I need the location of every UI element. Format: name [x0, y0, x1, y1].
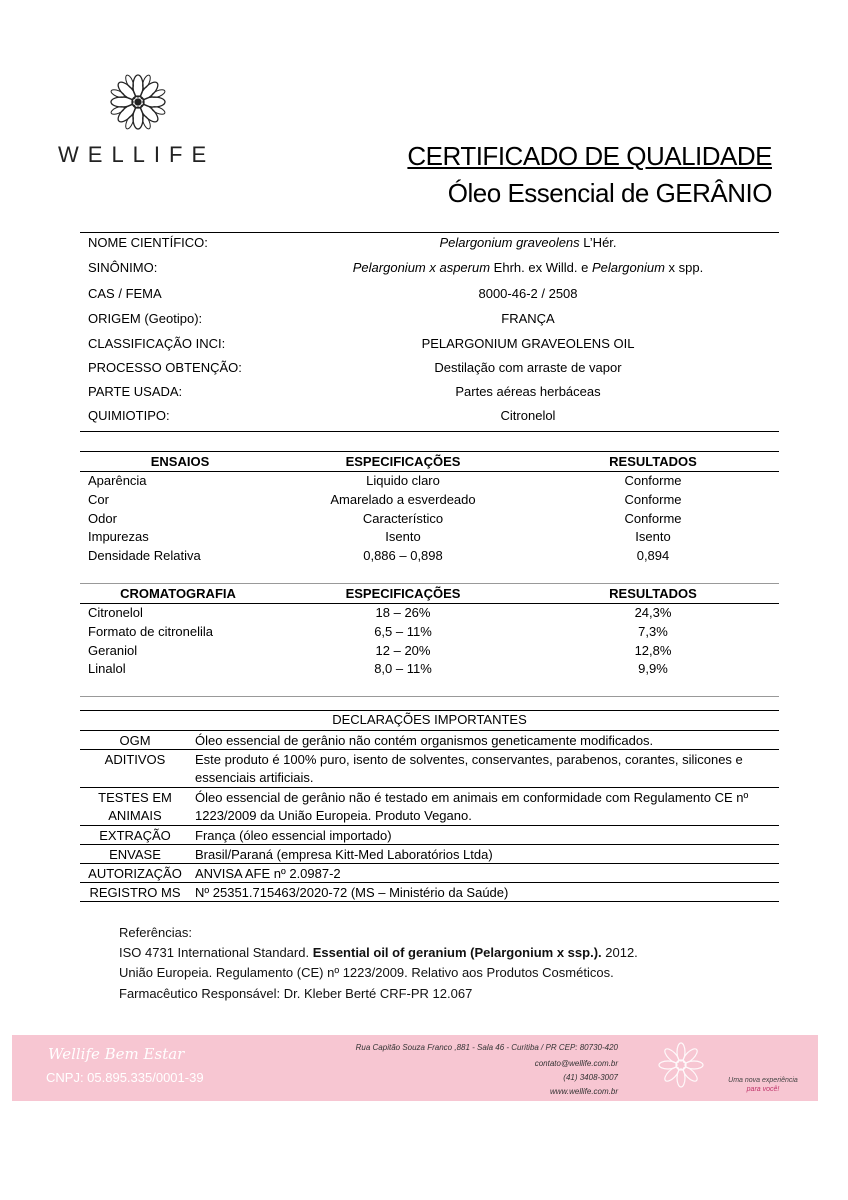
footer-website: www.wellife.com.br [549, 1087, 618, 1096]
info-value: Partes aéreas herbáceas [455, 384, 601, 399]
info-row-synonym [88, 260, 778, 284]
assays-header-rule [80, 471, 779, 472]
chroma-bottom-rule [80, 696, 779, 697]
footer-cnpj: CNPJ: 05.895.335/0001-39 [46, 1070, 204, 1085]
info-label: PROCESSO OBTENÇÃO: [88, 360, 242, 375]
declarations-title: DECLARAÇÕES IMPORTANTES [332, 712, 527, 727]
chroma-header-specs: ESPECIFICAÇÕES [345, 586, 461, 601]
table-row: Citronelol 18 – 26% 24,3% [88, 605, 672, 620]
info-value: 8000-46-2 / 2508 [478, 286, 578, 301]
table-row: Odor Característico Conforme [88, 511, 682, 526]
table-row: Formato de citronelila 6,5 – 11% 7,3% [88, 624, 668, 639]
footer-company-name: Wellife Bem Estar [48, 1045, 185, 1063]
declaration-row-additives: ADITIVOS Este produto é 100% puro, isento de solventes, conservantes, parabenos, corantes, silicones e essenciais artificiais. [80, 750, 779, 788]
footer-tagline-accent: para você! [746, 1086, 780, 1093]
info-row-inci [88, 336, 778, 360]
chroma-header-compound: CROMATOGRAFIA [120, 586, 236, 601]
table-row: Impurezas Isento Isento [88, 529, 671, 544]
info-label: CLASSIFICAÇÃO INCI: [88, 336, 226, 351]
declaration-row-extraction: EXTRAÇÃO França (óleo essencial importado) [80, 826, 779, 845]
info-row-part-used [88, 384, 778, 408]
footer-address: Rua Capitão Souza Franco ,881 - Sala 46 - Curitiba / PR CEP: 80730-420 [355, 1043, 618, 1052]
table-row: Aparência Liquido claro Conforme [88, 473, 682, 488]
assays-header-specs: ESPECIFICAÇÕES [345, 454, 461, 469]
declaration-row-ogm: OGM Óleo essencial de gerânio não contém organismos geneticamente modificados. [80, 731, 779, 750]
info-row-cas [88, 286, 778, 310]
declaration-row-authorization: AUTORIZAÇÃO ANVISA AFE nº 2.0987-2 [80, 864, 779, 883]
footer-email: contato@wellife.com.br [534, 1059, 618, 1068]
info-row-scientific-name [88, 235, 778, 259]
info-value: Destilação com arraste de vapor [434, 360, 622, 375]
info-value: PELARGONIUM GRAVEOLENS OIL [421, 336, 635, 351]
assays-header-results: RESULTADOS [609, 454, 697, 469]
info-label: NOME CIENTÍFICO: [88, 235, 208, 250]
assays-header-tests: ENSAIOS [150, 454, 210, 469]
info-value: FRANÇA [501, 311, 555, 326]
reference-iso: ISO 4731 International Standard. Essential oil of geranium (Pelargonium x ssp.). 2012. [119, 945, 638, 960]
info-value: Citronelol [500, 408, 556, 423]
info-label: QUIMIOTIPO: [88, 408, 170, 423]
responsible-pharmacist: Farmacêutico Responsável: Dr. Kleber Berté CRF-PR 12.067 [119, 986, 473, 1001]
declaration-row-animal-testing: TESTES EM ANIMAIS Óleo essencial de gerânio não é testado em animais em conformidade com Regulamento CE nº 1223/2009 da União Europeia. Produto Vegano. [80, 788, 779, 826]
declarations-top-rule [80, 710, 779, 711]
footer-phone: (41) 3408-3007 [563, 1073, 618, 1082]
chroma-header-results: RESULTADOS [609, 586, 697, 601]
table-row: Densidade Relativa 0,886 – 0,898 0,894 [88, 548, 670, 563]
info-label: CAS / FEMA [88, 286, 162, 301]
table-row: Cor Amarelado a esverdeado Conforme [88, 492, 682, 507]
chroma-header-rule [80, 603, 779, 604]
info-label: PARTE USADA: [88, 384, 183, 399]
brand-wordmark: WELLIFE [58, 142, 216, 167]
declaration-row-registration: REGISTRO MS Nº 25351.715463/2020-72 (MS – Ministério da Saúde) [80, 883, 779, 902]
info-row-process [88, 360, 778, 384]
footer-tagline: Uma nova experiência [728, 1077, 798, 1084]
info-row-chemotype [88, 408, 778, 432]
chroma-top-rule [80, 583, 779, 584]
info-row-origin [88, 311, 778, 335]
info-label: ORIGEM (Geotipo): [88, 311, 203, 326]
table-row: Linalol 8,0 – 11% 9,9% [88, 661, 668, 676]
info-value: Pelargonium x asperum Ehrh. ex Willd. e Pelargonium x spp. [352, 260, 704, 275]
info-bottom-rule [80, 431, 779, 432]
info-label: SINÔNIMO: [88, 260, 158, 275]
footer-mandala-icon [636, 1039, 726, 1097]
product-title: Óleo Essencial de GERÂNIO [447, 178, 772, 208]
declaration-row-packaging: ENVASE Brasil/Paraná (empresa Kitt-Med Laboratórios Ltda) [80, 845, 779, 864]
certificate-title: CERTIFICADO DE QUALIDADE [407, 141, 772, 171]
table-row: Geraniol 12 – 20% 12,8% [88, 643, 672, 658]
footer-banner [12, 1035, 818, 1101]
info-top-rule [80, 232, 779, 233]
info-value: Pelargonium graveolens L’Hér. [439, 235, 617, 250]
assays-top-rule [80, 451, 779, 452]
references-heading: Referências: [119, 925, 192, 940]
reference-eu: União Europeia. Regulamento (CE) nº 1223/2009. Relativo aos Produtos Cosméticos. [119, 965, 614, 980]
